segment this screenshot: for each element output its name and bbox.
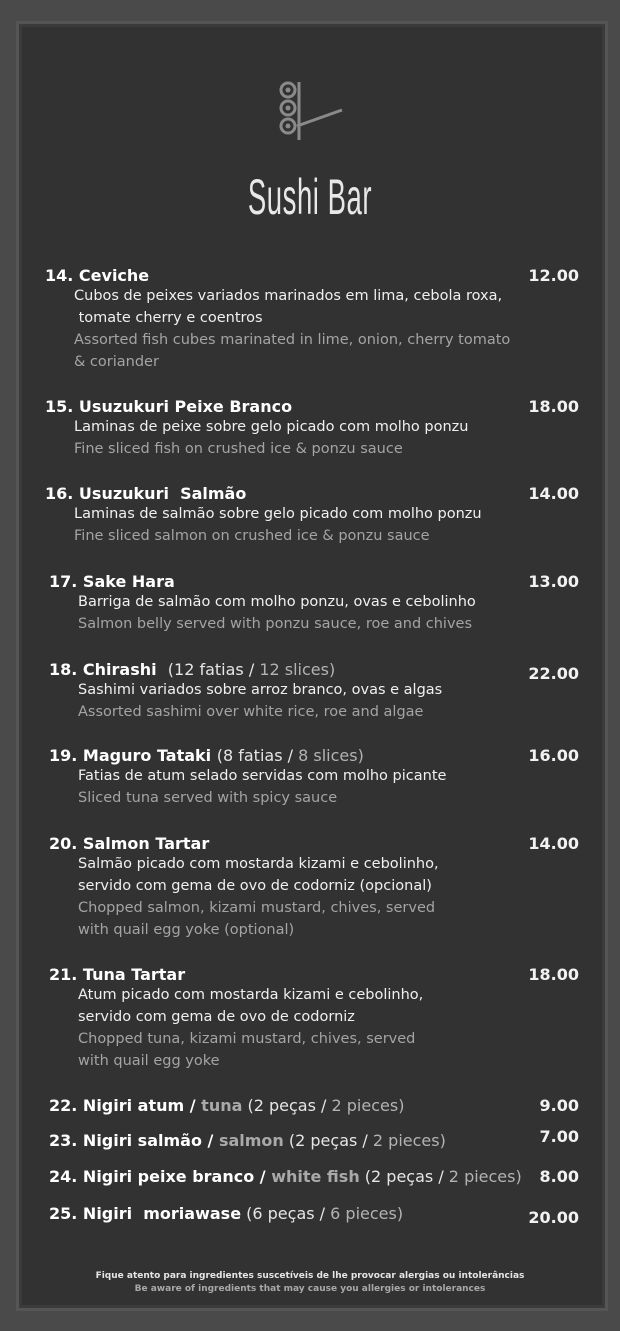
allergy-notice-pt: Fique atento para ingredientes suscetíveis de lhe provocar alergias ou intolerâncias [95,1271,525,1281]
item-price: 16.00 [528,746,579,765]
item-description-en: Fine sliced fish on crushed ice & ponzu sauce [74,441,403,457]
allergy-notice [0,1270,620,1296]
item-price: 8.00 [539,1167,579,1186]
item-description-en: Assorted fish cubes marinated in lime, onion, cherry tomato & coriander [74,332,511,370]
item-description-pt: Laminas de salmão sobre gelo picado com molho ponzu [74,506,482,522]
item-name: 25. Nigiri moriawase (6 peças / 6 pieces) [49,1204,404,1223]
item-description-en: Chopped salmon, kizami mustard, chives, served with quail egg yoke (optional) [78,900,436,938]
item-description-pt: Sashimi variados sobre arroz branco, ovas e algas [78,682,443,698]
menu-item [49,1096,585,1115]
item-description-pt: Laminas de peixe sobre gelo picado com molho ponzu [74,419,469,435]
menu-item [49,1167,585,1186]
item-name: 17. Sake Hara [49,572,175,591]
item-price: 18.00 [528,397,579,416]
menu-item [49,746,585,809]
item-name: 20. Salmon Tartar [49,834,210,853]
item-price: 7.00 [539,1127,579,1146]
item-description-pt: Barriga de salmão com molho ponzu, ovas e cebolinho [78,594,476,610]
item-name: 18. Chirashi (12 fatias / 12 slices) [49,660,336,679]
item-description-en: Chopped tuna, kizami mustard, chives, served with quail egg yoke [78,1031,416,1069]
item-price: 14.00 [528,834,579,853]
menu-item [49,1204,585,1227]
item-description-pt: Atum picado com mostarda kizami e cebolinho, servido com gema de ovo de codorniz [78,987,424,1025]
item-price: 18.00 [528,965,579,984]
menu-item [45,266,585,373]
menu-item [45,397,585,460]
allergy-notice-en: Be aware of ingredients that may cause you allergies or intolerances [134,1284,486,1294]
menu-item [49,660,585,723]
sushi-chopsticks-icon [270,78,350,148]
item-name: 23. Nigiri salmão / salmon (2 peças / 2 pieces) [49,1131,446,1150]
item-description-en: Assorted sashimi over white rice, roe and algae [78,704,424,720]
item-price: 22.00 [528,664,579,683]
item-name: 14. Ceviche [45,266,150,285]
item-name: 24. Nigiri peixe branco / white fish (2 peças / 2 pieces) [49,1167,522,1186]
item-price: 13.00 [528,572,579,591]
item-price: 9.00 [539,1096,579,1115]
menu-item [49,834,585,941]
item-name: 16. Usuzukuri Salmão [45,484,247,503]
item-name: 19. Maguro Tataki (8 fatias / 8 slices) [49,746,364,765]
menu-item [49,965,585,1072]
item-price: 12.00 [528,266,579,285]
page-title: Sushi Bar [247,169,373,225]
item-name: 21. Tuna Tartar [49,965,186,984]
item-description-en: Fine sliced salmon on crushed ice & ponzu sauce [74,528,430,544]
menu-item [49,1127,585,1150]
item-price: 14.00 [528,484,579,503]
item-price: 20.00 [528,1208,579,1227]
item-description-en: Salmon belly served with ponzu sauce, roe and chives [78,616,473,632]
item-description-pt: Salmão picado com mostarda kizami e cebolinho, servido com gema de ovo de codorniz (opcional) [78,856,439,894]
item-name: 22. Nigiri atum / tuna (2 peças / 2 pieces) [49,1096,405,1115]
menu-item [45,484,585,547]
item-description-pt: Fatias de atum selado servidas com molho picante [78,768,447,784]
menu-item [49,572,585,635]
item-description-en: Sliced tuna served with spicy sauce [78,790,338,806]
item-name: 15. Usuzukuri Peixe Branco [45,397,293,416]
item-description-pt: Cubos de peixes variados marinados em lima, cebola roxa, tomate cherry e coentros [74,288,503,326]
